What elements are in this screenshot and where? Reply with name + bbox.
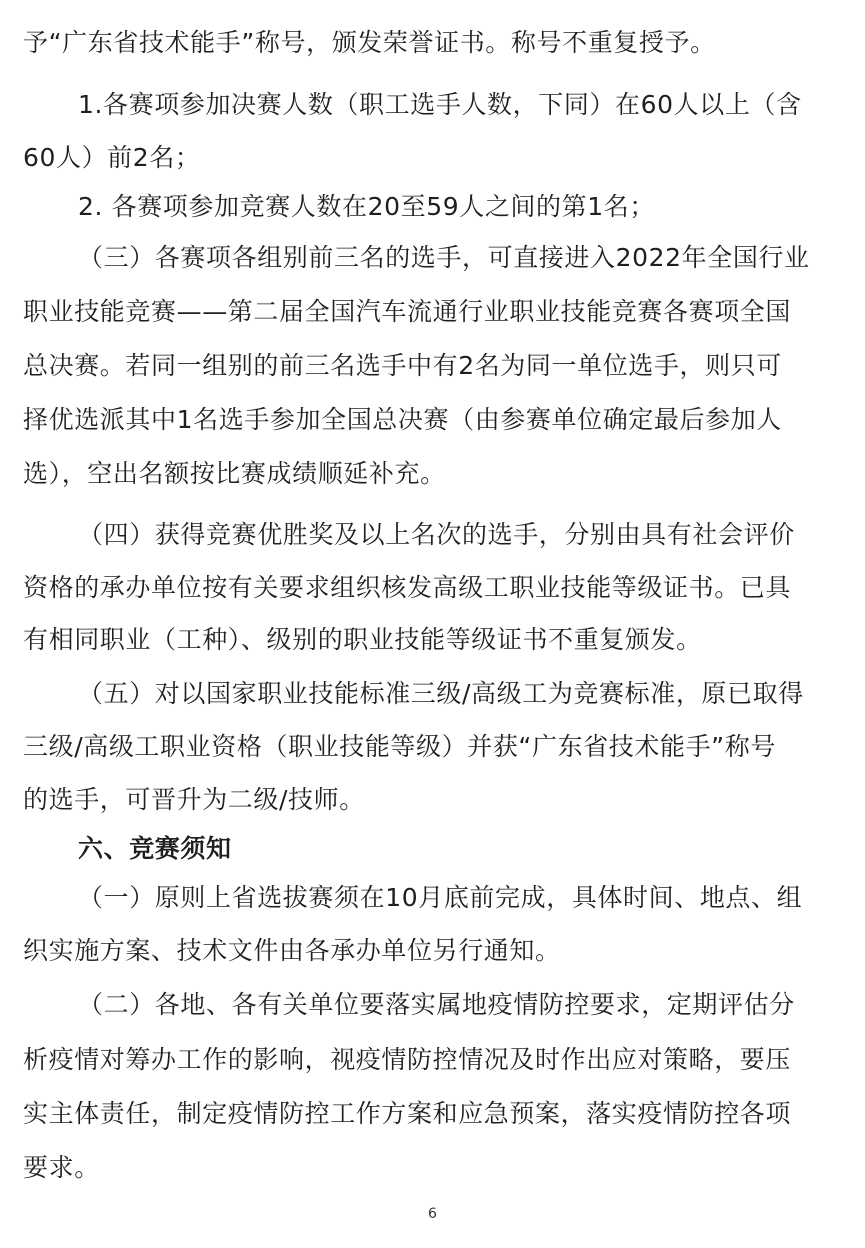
text-line: （二）各地、各有关单位要落实属地疫情防控要求，定期评估分 — [78, 990, 795, 1019]
text-line: 析疫情对筹办工作的影响，视疫情防控情况及时作出应对策略，要压 — [23, 1045, 792, 1074]
text-line: 三级/高级工职业资格（职业技能等级）并获“广东省技术能手”称号 — [23, 732, 776, 761]
text-line: 总决赛。若同一组别的前三名选手中有2名为同一单位选手，则只可 — [23, 351, 782, 380]
text-line: 要求。 — [23, 1153, 100, 1182]
text-line: 选），空出名额按比赛成绩顺延补充。 — [23, 459, 446, 488]
text-line: 织实施方案、技术文件由各承办单位另行通知。 — [23, 936, 561, 965]
page-number: 6 — [428, 1206, 437, 1222]
text-line: （一）原则上省选拔赛须在10月底前完成，具体时间、地点、组 — [78, 883, 803, 912]
text-line: 资格的承办单位按有关要求组织核发高级工职业技能等级证书。已具 — [23, 573, 792, 602]
text-line: （四）获得竞赛优胜奖及以上名次的选手，分别由具有社会评价 — [78, 520, 795, 549]
text-line: 60人）前2名； — [23, 143, 201, 172]
text-line: 予“广东省技术能手”称号，颁发荣誉证书。称号不重复授予。 — [23, 28, 716, 57]
text-line: 有相同职业（工种）、级别的职业技能等级证书不重复颁发。 — [23, 625, 702, 654]
text-line: 1.各赛项参加决赛人数（职工选手人数，下同）在60人以上（含 — [78, 90, 802, 119]
text-line: 职业技能竞赛——第二届全国汽车流通行业职业技能竞赛各赛项全国 — [23, 297, 792, 326]
text-line: 的选手，可晋升为二级/技师。 — [23, 785, 365, 814]
text-line: 2. 各赛项参加竞赛人数在20至59人之间的第1名； — [78, 192, 655, 221]
text-line: 实主体责任，制定疫情防控工作方案和应急预案，落实疫情防控各项 — [23, 1099, 792, 1128]
text-line: 择优选派其中1名选手参加全国总决赛（由参赛单位确定最后参加人 — [23, 405, 782, 434]
section-heading: 六、竞赛须知 — [78, 834, 232, 863]
text-line: （三）各赛项各组别前三名的选手，可直接进入2022年全国行业 — [78, 243, 810, 272]
text-line: （五）对以国家职业技能标准三级/高级工为竞赛标准，原已取得 — [78, 679, 804, 708]
